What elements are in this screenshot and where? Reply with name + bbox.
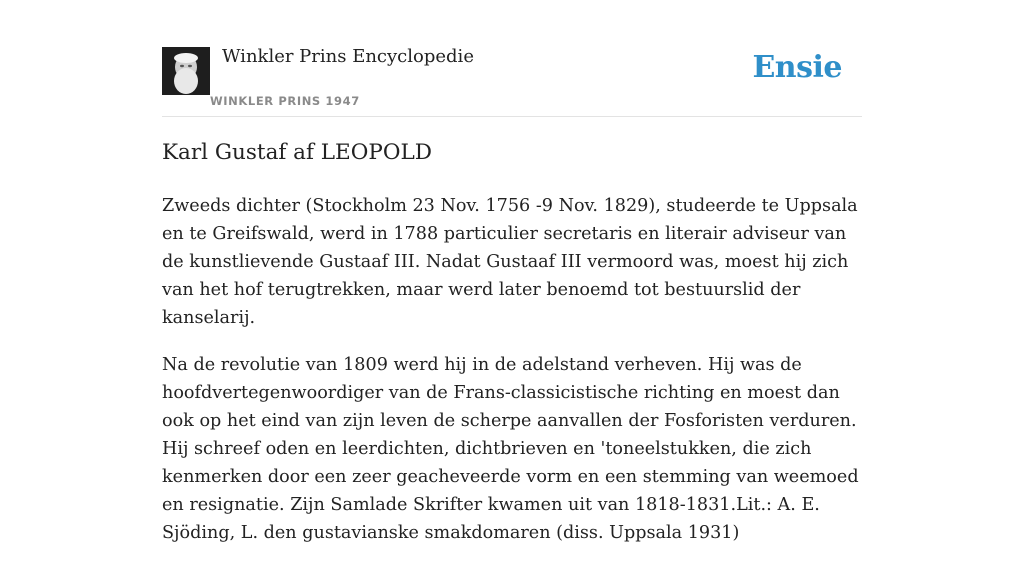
page — [162, 0, 862, 543]
avatar[interactable] — [162, 47, 210, 95]
article-paragraph: Zweeds dichter (Stockholm 23 Nov. 1756 -9 Nov. 1829), studeerde te Uppsala en te Greifswald, werd in 1788 particulier secretaris en literair adviseur van de kunstlievende Gustaaf III. Nadat Gustaaf III vermoord was, moest hij zich van het hof terugtrekken, maar werd later benoemd tot bestuurslid der kanselarij. — [162, 196, 858, 328]
article-body — [162, 192, 867, 566]
source-header — [162, 0, 862, 117]
portrait-icon — [162, 47, 210, 95]
article-paragraph: Na de revolutie van 1809 werd hij in de adelstand verheven. Hij was de hoofdvertegenwoordiger van de Frans-classicistische richting en moest dan ook op het eind van zijn leven de scherpe aanvallen der Fosforisten verduren. Hij schreef oden en leerdichten, dichtbrieven en 'toneelstukken, die zich kenmerken door een zeer geacheveerde vorm en een stemming van weemoed en resignatie. Zijn Samlade Skrifter kwamen uit van 1818-1831.Lit.: A. E. Sjöding, L. den gustavianske smakdomaren (diss. Uppsala 1931) — [162, 355, 859, 543]
brand-logo[interactable]: Ensie — [752, 50, 842, 85]
source-title[interactable]: Winkler Prins Encyclopedie — [222, 46, 474, 67]
article-title: Karl Gustaf af LEOPOLD — [162, 140, 432, 165]
source-subtitle: WINKLER PRINS 1947 — [210, 94, 360, 108]
